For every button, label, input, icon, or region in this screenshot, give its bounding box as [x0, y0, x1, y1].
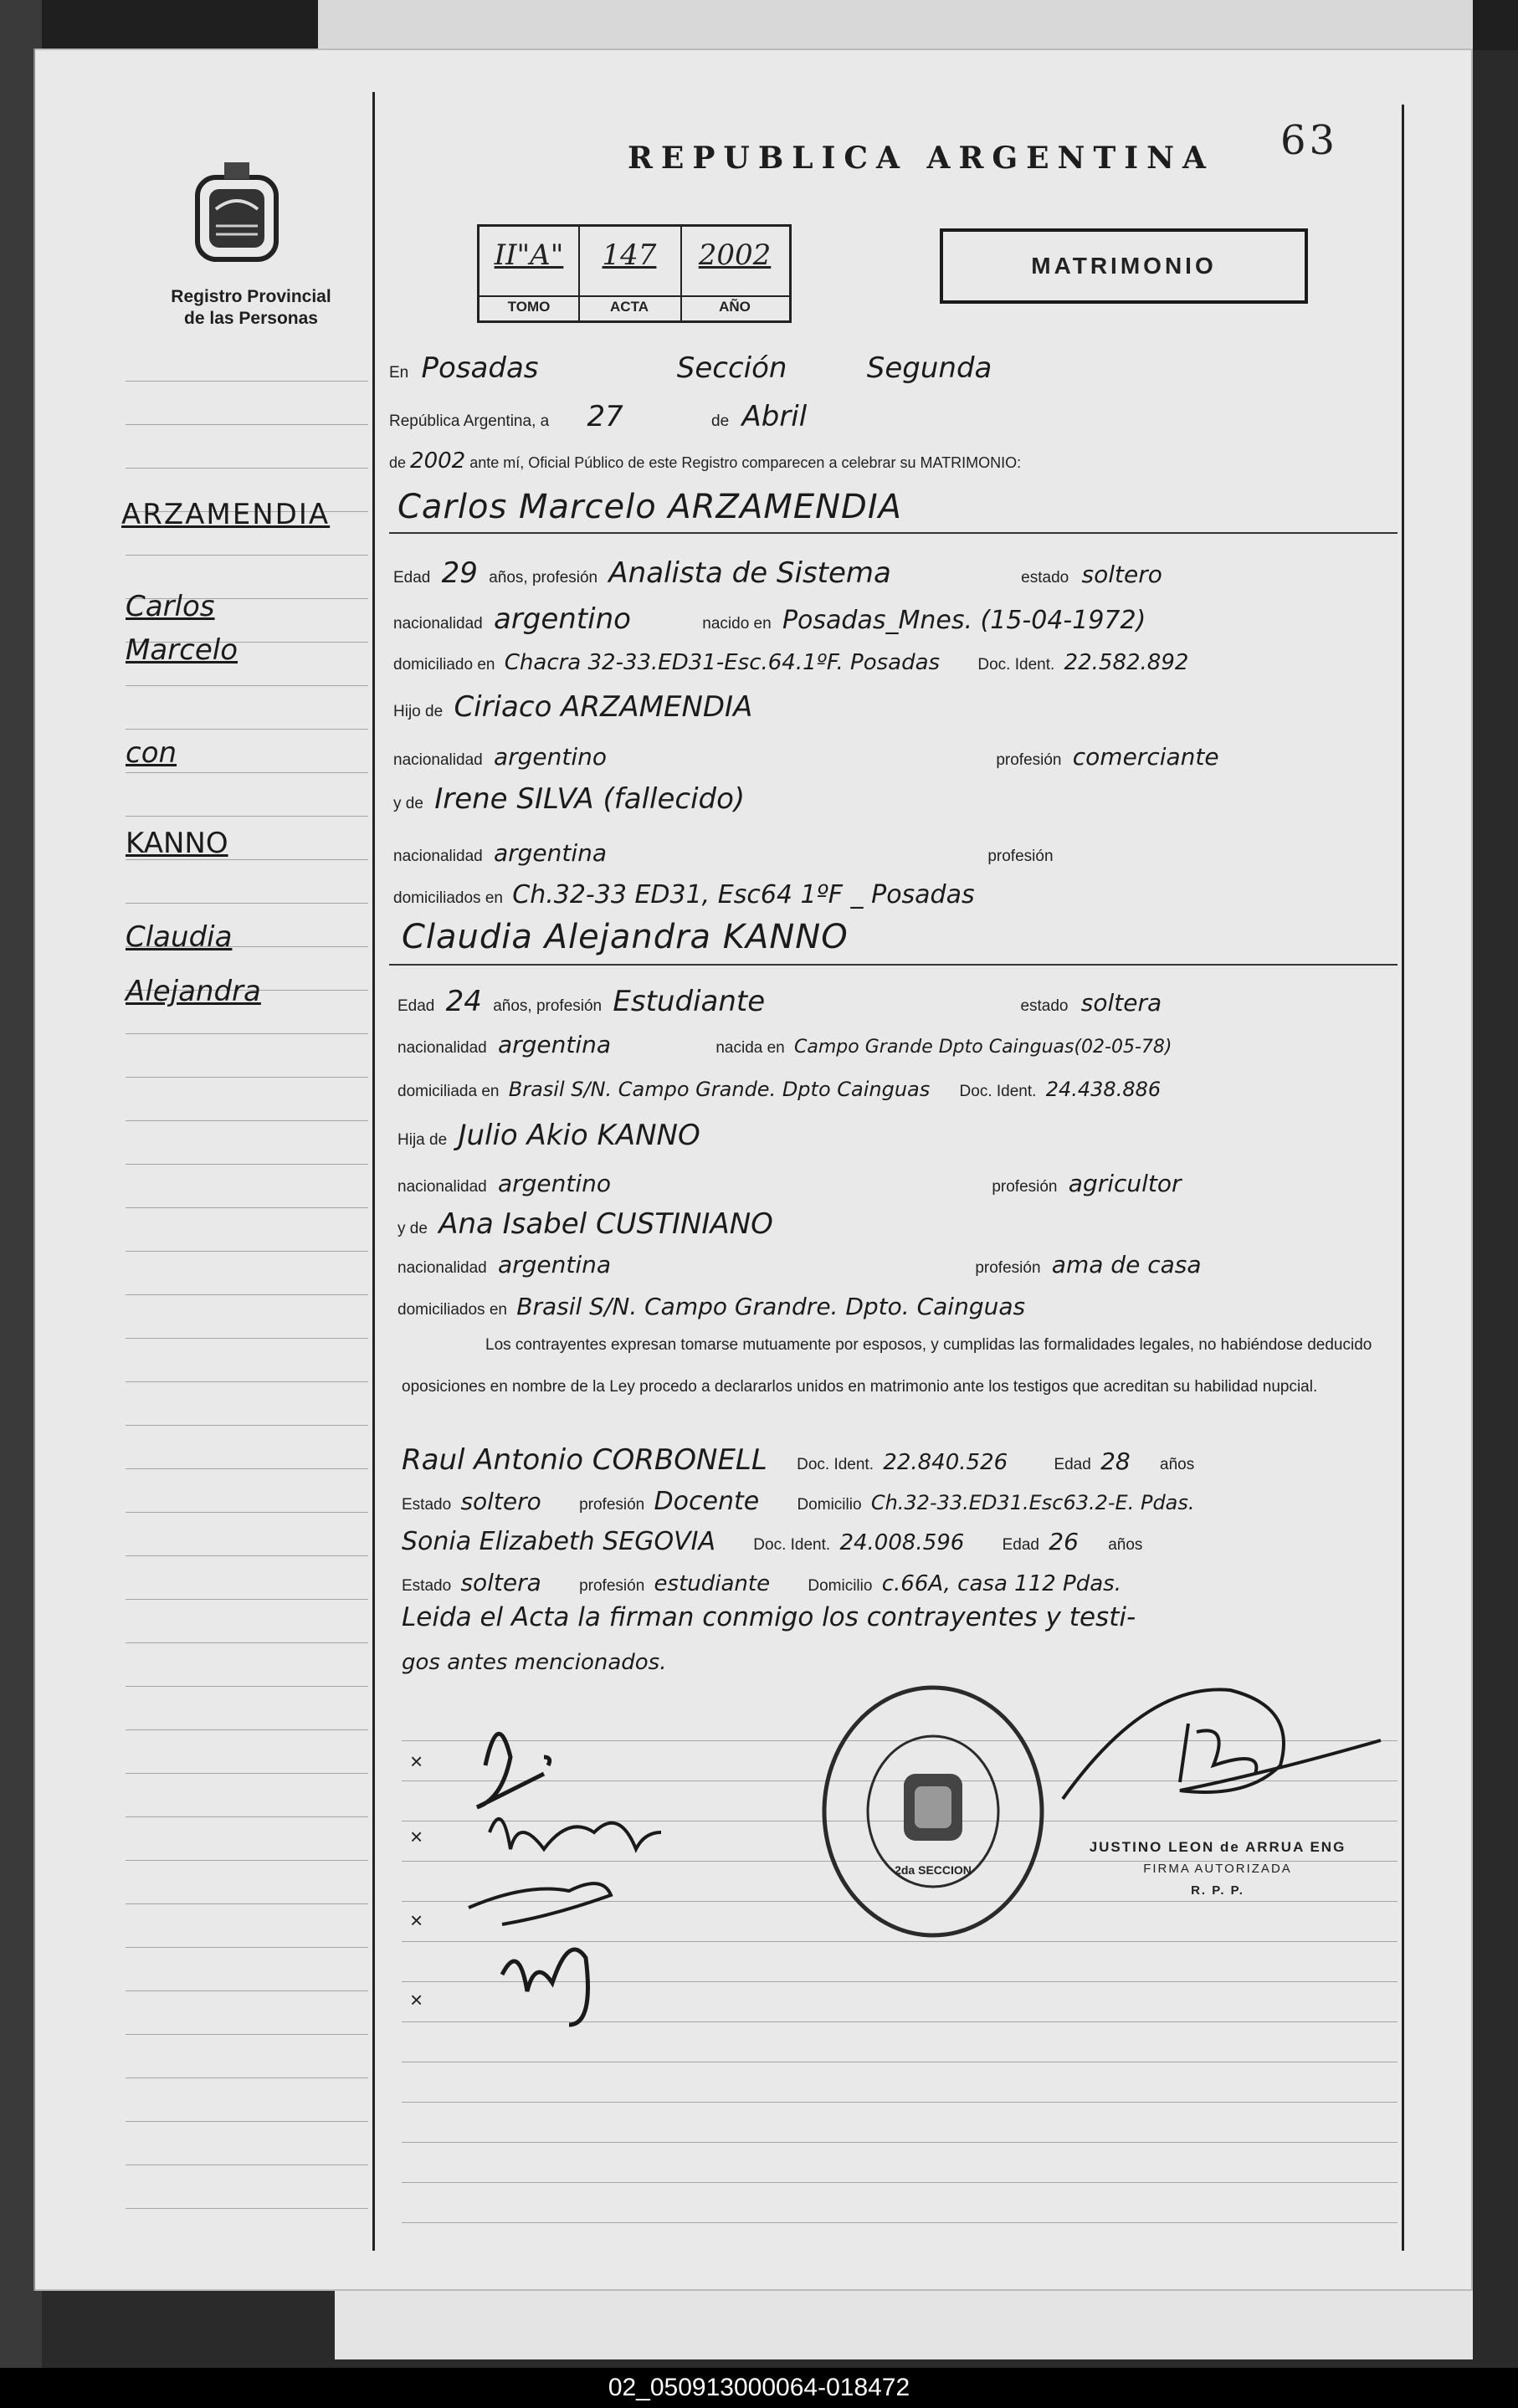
- tomo-cell: [480, 227, 580, 320]
- closing-text-1: Leida el Acta la firman conmigo los contrayentes y testi-: [402, 1602, 1136, 1632]
- groom-mother-row: [393, 782, 745, 816]
- bride-father: Julio Akio KANNO: [458, 1119, 700, 1152]
- doc-label: Doc. Ident.: [797, 1456, 874, 1473]
- bride-address: Brasil S/N. Campo Grande. Dpto Cainguas: [508, 1078, 931, 1101]
- bride-separator: [389, 964, 1397, 966]
- groom-nationality-row: [393, 602, 1146, 636]
- margin-ruled-line: [126, 1599, 368, 1600]
- domiciliados-label: domiciliados en: [393, 889, 503, 907]
- nacionalidad-label: nacionalidad: [393, 848, 483, 865]
- authorized-office: R. P. P.: [1191, 1883, 1244, 1898]
- margin-ruled-line: [126, 729, 368, 730]
- edad-label: Edad: [393, 569, 431, 587]
- margin-ruled-line: [126, 772, 368, 773]
- margin-first-name: Carlos: [126, 590, 215, 623]
- witness-2-name: Sonia Elizabeth SEGOVIA: [402, 1527, 715, 1556]
- margin-ruled-line: [126, 1294, 368, 1295]
- anios-label: años: [1160, 1456, 1195, 1473]
- witness-1-row: [402, 1443, 1194, 1477]
- hijo-label: Hijo de: [393, 703, 444, 720]
- bride-father-row: [397, 1119, 700, 1152]
- witness-1-civil-status: soltero: [460, 1488, 541, 1515]
- margin-ruled-line: [126, 1773, 368, 1774]
- authorized-officer-name: JUSTINO LEON de ARRUA ENG: [1089, 1839, 1346, 1855]
- body-ruled-line: [402, 2182, 1397, 2183]
- margin-middle-name: Marcelo: [126, 633, 238, 667]
- profesion-label: profesión: [975, 1259, 1041, 1277]
- bride-age-row: [397, 985, 1162, 1018]
- y-de-label: y de: [397, 1220, 428, 1237]
- margin-ruled-line: [126, 1729, 368, 1730]
- groom-mother-nationality-row: [393, 835, 1060, 868]
- margin-ruled-line: [126, 685, 368, 686]
- bride-name-row: [402, 918, 849, 956]
- act-reference-box: [477, 224, 792, 323]
- edad-label: Edad: [1054, 1456, 1091, 1473]
- bride-civil-status: soltera: [1080, 989, 1162, 1017]
- margin-ruled-line: [126, 1816, 368, 1817]
- margin-ruled-line: [126, 1947, 368, 1948]
- anios-profesion-label: años, profesión: [489, 569, 598, 587]
- margin-ruled-line: [126, 1381, 368, 1382]
- signature-mark-3: ×: [410, 1908, 423, 1933]
- groom-full-name: Carlos Marcelo ARZAMENDIA: [397, 488, 902, 526]
- authorized-signature-block: [1075, 1837, 1360, 1902]
- bride-full-name: Claudia Alejandra KANNO: [402, 918, 849, 956]
- bride-mother-row: [397, 1207, 773, 1241]
- groom-father-profession: comerciante: [1072, 743, 1219, 771]
- margin-ruled-line: [126, 2121, 368, 2122]
- margin-ruled-line: [126, 1555, 368, 1556]
- bride-age: 24: [445, 985, 482, 1018]
- bride-father-nationality: argentino: [497, 1170, 612, 1197]
- witness-1-details-row: [402, 1487, 1195, 1516]
- groom-age: 29: [441, 556, 478, 590]
- signature-mark-4: ×: [410, 1987, 423, 2012]
- nacionalidad-label: nacionalidad: [397, 1178, 487, 1196]
- witness-2-age: 26: [1049, 1528, 1079, 1555]
- groom-father-nationality-row: [393, 743, 1219, 771]
- groom-father: Ciriaco ARZAMENDIA: [454, 690, 753, 724]
- domicilio-label: domiciliado en: [393, 656, 495, 674]
- margin-ruled-line: [126, 2208, 368, 2209]
- estado-label: Estado: [402, 1577, 452, 1595]
- tomo-value: II"A": [494, 238, 564, 272]
- margin-ruled-line: [126, 1077, 368, 1078]
- witness-1-age: 28: [1100, 1447, 1131, 1475]
- bride-parents-address: Brasil S/N. Campo Grandre. Dpto. Cainguas: [516, 1293, 1026, 1320]
- signatures-contrayentes: [452, 1707, 703, 2033]
- acta-label: ACTA: [578, 295, 680, 315]
- margin-ruled-line: [126, 1033, 368, 1034]
- witness-2-row: [402, 1527, 1142, 1556]
- witness-1-doc: 22.840.526: [883, 1450, 1008, 1475]
- intro-statement: ante mí, Oficial Público de este Registro comparecen a celebrar su MATRIMONIO:: [469, 454, 1022, 471]
- intro-line-1: [389, 351, 992, 385]
- intro-line-2: [389, 400, 807, 433]
- anio-value: 2002: [698, 238, 772, 272]
- official-registry-stamp: [816, 1682, 1050, 1941]
- estado-label: estado: [1020, 997, 1069, 1015]
- document-type-box: MATRIMONIO: [940, 228, 1308, 304]
- margin-ruled-line: [126, 1903, 368, 1904]
- bride-doc: 24.438.886: [1045, 1078, 1162, 1101]
- groom-name-row: [397, 488, 902, 526]
- domicilio-label: Domicilio: [797, 1496, 862, 1514]
- bride-mother-nationality: argentina: [497, 1251, 612, 1278]
- bride-birthplace: Campo Grande Dpto Cainguas(02-05-78): [794, 1037, 1172, 1058]
- bride-mother: Ana Isabel CUSTINIANO: [438, 1207, 773, 1241]
- bride-nationality-row: [397, 1031, 1172, 1058]
- margin-spouse-first: Claudia: [126, 920, 233, 954]
- nacida-label: nacida en: [715, 1039, 785, 1057]
- bride-nationality: argentina: [497, 1031, 612, 1058]
- tomo-label: TOMO: [480, 295, 578, 315]
- nacionalidad-label: nacionalidad: [393, 615, 483, 633]
- margin-ruled-line: [126, 2034, 368, 2035]
- groom-nationality: argentino: [493, 602, 631, 636]
- anios-profesion-label: años, profesión: [493, 997, 603, 1015]
- edad-label: Edad: [397, 997, 435, 1015]
- margin-ruled-line: [126, 555, 368, 556]
- section-value: Segunda: [866, 351, 992, 385]
- groom-address: Chacra 32-33.ED31-Esc.64.1ºF. Posadas: [504, 650, 941, 675]
- margin-ruled-line: [126, 1164, 368, 1165]
- margin-ruled-line: [126, 1251, 368, 1252]
- provincial-seal-logo: [191, 159, 283, 268]
- margin-column-divider: [372, 92, 375, 2251]
- doc-label: Doc. Ident.: [959, 1083, 1037, 1100]
- body-ruled-line: [402, 2222, 1397, 2223]
- section-label: Sección: [676, 351, 787, 385]
- profesion-label: profesión: [579, 1496, 645, 1514]
- groom-address-row: [393, 650, 1188, 675]
- closing-line-1: [402, 1602, 1136, 1632]
- witness-2-address: c.66A, casa 112 Pdas.: [881, 1571, 1121, 1596]
- day-value: 27: [587, 400, 623, 433]
- margin-ruled-line: [126, 1642, 368, 1643]
- witness-2-details-row: [402, 1569, 1121, 1596]
- republic-label: República Argentina, a: [389, 412, 550, 430]
- margin-ruled-line: [126, 1860, 368, 1861]
- body-ruled-line: [402, 2102, 1397, 2103]
- registry-line-1: Registro Provincial: [171, 287, 331, 306]
- bride-profession: Estudiante: [613, 985, 766, 1018]
- bride-father-profession: agricultor: [1068, 1170, 1182, 1197]
- nacionalidad-label: nacionalidad: [397, 1039, 487, 1057]
- groom-mother-nationality: argentina: [493, 839, 608, 867]
- signature-mark-2: ×: [410, 1824, 423, 1849]
- witness-1-profession: Docente: [654, 1487, 760, 1516]
- margin-ruled-line: [126, 1468, 368, 1469]
- groom-mother: Irene SILVA (fallecido): [434, 782, 746, 816]
- nacido-label: nacido en: [702, 615, 772, 633]
- witness-2-profession: estudiante: [654, 1571, 771, 1596]
- de-label: de: [711, 412, 730, 430]
- margin-ruled-line: [126, 381, 368, 382]
- groom-civil-status: soltero: [1081, 561, 1162, 588]
- authorized-label: FIRMA AUTORIZADA: [1143, 1862, 1292, 1876]
- signature-mark-1: ×: [410, 1749, 423, 1774]
- document-header-title: REPUBLICA ARGENTINA: [628, 141, 1214, 176]
- witness-2-doc: 24.008.596: [839, 1530, 965, 1555]
- hija-label: Hija de: [397, 1131, 448, 1149]
- domicilio-label: Domicilio: [808, 1577, 873, 1595]
- estado-label: Estado: [402, 1496, 452, 1514]
- formal-declaration: Los contrayentes expresan tomarse mutuamente por esposos, y cumplidas las formalidades legales, no habiéndose deducido oposiciones en nombre de la Ley procedo a declararlos unidos en matrimonio ante los testigos que acreditan su habilidad nupcial.: [402, 1336, 1372, 1396]
- bride-mother-nationality-row: [397, 1251, 1202, 1278]
- margin-connector: con: [126, 736, 177, 770]
- groom-parents-address-row: [393, 880, 975, 909]
- acta-cell: [578, 227, 682, 320]
- doc-label: Doc. Ident.: [753, 1536, 831, 1554]
- right-frame-line: [1402, 105, 1404, 2251]
- anio-cell: [680, 227, 789, 320]
- registry-line-2: de las Personas: [184, 309, 318, 328]
- margin-spouse-surname: KANNO: [126, 827, 228, 860]
- place-value: Posadas: [421, 351, 539, 385]
- en-label: En: [389, 364, 409, 382]
- page-number: 63: [1280, 117, 1339, 164]
- bride-address-row: [397, 1078, 1161, 1101]
- groom-profession: Analista de Sistema: [608, 556, 891, 590]
- estado-label: estado: [1021, 569, 1069, 587]
- margin-ruled-line: [126, 1120, 368, 1121]
- doc-label: Doc. Ident.: [977, 656, 1055, 674]
- margin-ruled-line: [126, 816, 368, 817]
- intro-line-3: [389, 448, 1021, 474]
- background-next-page-edge: [318, 0, 1473, 49]
- groom-age-row: [393, 556, 1162, 590]
- year-value: 2002: [410, 448, 466, 474]
- groom-father-row: [393, 690, 752, 724]
- edad-label: Edad: [1002, 1536, 1039, 1554]
- stamp-section-text: 2da SECCION: [895, 1863, 972, 1877]
- y-de-label: y de: [393, 795, 423, 812]
- year-prefix: de: [389, 454, 407, 471]
- bride-mother-profession: ama de casa: [1051, 1251, 1202, 1278]
- margin-ruled-line: [126, 1990, 368, 1991]
- body-ruled-line: [402, 2142, 1397, 2143]
- margin-ruled-line: [126, 1338, 368, 1339]
- groom-doc: 22.582.892: [1064, 650, 1189, 675]
- acta-value: 147: [602, 238, 657, 272]
- witness-1-address: Ch.32-33.ED31.Esc63.2-E. Pdas.: [870, 1491, 1195, 1514]
- profesion-label: profesión: [996, 751, 1062, 769]
- margin-ruled-line: [126, 903, 368, 904]
- closing-text-2: gos antes mencionados.: [402, 1650, 667, 1675]
- anios-label: años: [1108, 1536, 1143, 1554]
- margin-spouse-middle: Alejandra: [126, 975, 261, 1008]
- bride-father-nationality-row: [397, 1170, 1182, 1197]
- margin-surname: ARZAMENDIA: [121, 498, 331, 531]
- closing-line-2: [402, 1650, 667, 1675]
- anio-label: AÑO: [680, 295, 789, 315]
- scan-id-footer: 02_050913000064-018472: [0, 2368, 1518, 2408]
- official-signature: [1046, 1673, 1397, 1841]
- month-value: Abril: [741, 400, 808, 433]
- margin-ruled-line: [126, 1686, 368, 1687]
- registry-name: [126, 286, 377, 330]
- margin-ruled-line: [126, 1207, 368, 1208]
- page-left-edge-line: [33, 49, 35, 2291]
- profesion-label: profesión: [992, 1178, 1058, 1196]
- margin-ruled-line: [126, 468, 368, 469]
- margin-ruled-line: [126, 424, 368, 425]
- domicilio-label: domiciliada en: [397, 1083, 500, 1100]
- groom-parents-address: Ch.32-33 ED31, Esc64 1ºF _ Posadas: [512, 880, 975, 909]
- groom-birthplace: Posadas_Mnes. (15-04-1972): [782, 606, 1146, 635]
- margin-ruled-line: [126, 1512, 368, 1513]
- profesion-label: profesión: [579, 1577, 645, 1595]
- domiciliados-label: domiciliados en: [397, 1301, 507, 1319]
- bride-parents-address-row: [397, 1293, 1025, 1320]
- groom-separator: [389, 532, 1397, 534]
- nacionalidad-label: nacionalidad: [393, 751, 483, 769]
- nacionalidad-label: nacionalidad: [397, 1259, 487, 1277]
- witness-1-name: Raul Antonio CORBONELL: [402, 1443, 767, 1477]
- witness-2-civil-status: soltera: [460, 1569, 541, 1596]
- groom-father-nationality: argentino: [493, 743, 608, 771]
- profesion-label: profesión: [987, 848, 1054, 865]
- margin-ruled-line: [126, 1425, 368, 1426]
